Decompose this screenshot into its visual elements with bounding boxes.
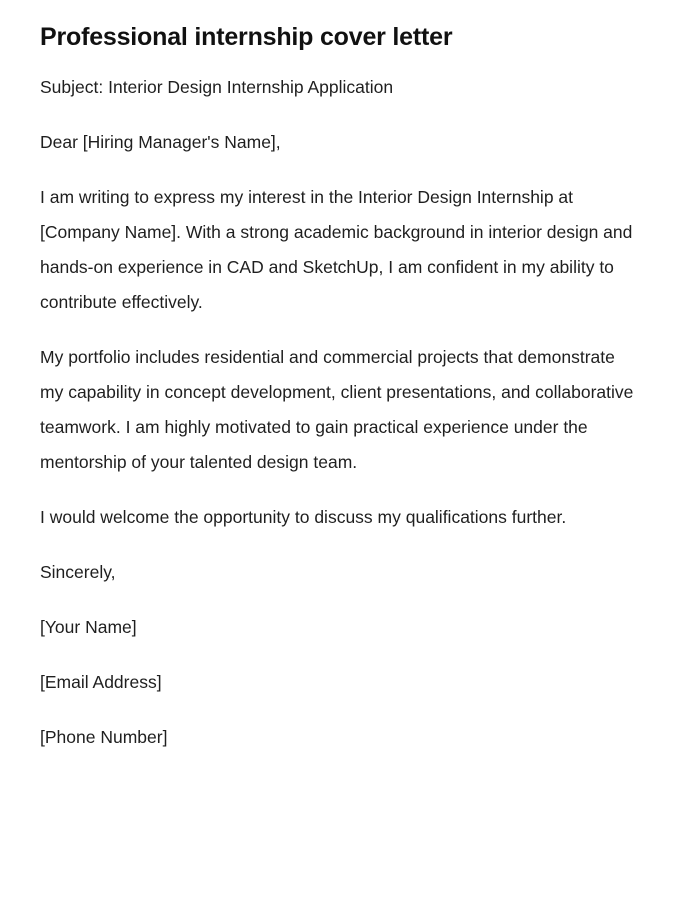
salutation: Dear [Hiring Manager's Name], xyxy=(40,132,281,153)
paragraph-opening: I am writing to express my interest in the Interior Design Internship at [Company Name]. With a strong academic background in interior design and hands-on experience in CAD and SketchUp, I am confident in my ability to contribute effectively. xyxy=(40,187,633,313)
signature-name-placeholder: [Your Name] xyxy=(40,617,137,638)
paragraph-portfolio: My portfolio includes residential and commercial projects that demonstrate my capability in concept development, client presentations, and collaborative teamwork. I am highly motivated to gain practical experience under the mentorship of your talented design team. xyxy=(40,347,634,473)
page-title: Professional internship cover letter xyxy=(40,23,453,51)
signature-email-placeholder: [Email Address] xyxy=(40,672,162,693)
signature-phone-placeholder: [Phone Number] xyxy=(40,727,168,748)
closing-salutation: Sincerely, xyxy=(40,562,116,583)
cover-letter-body xyxy=(40,70,642,755)
subject-line: Subject: Interior Design Internship Application xyxy=(40,77,394,98)
paragraph-closing-request: I would welcome the opportunity to discuss my qualifications further. xyxy=(40,507,567,528)
